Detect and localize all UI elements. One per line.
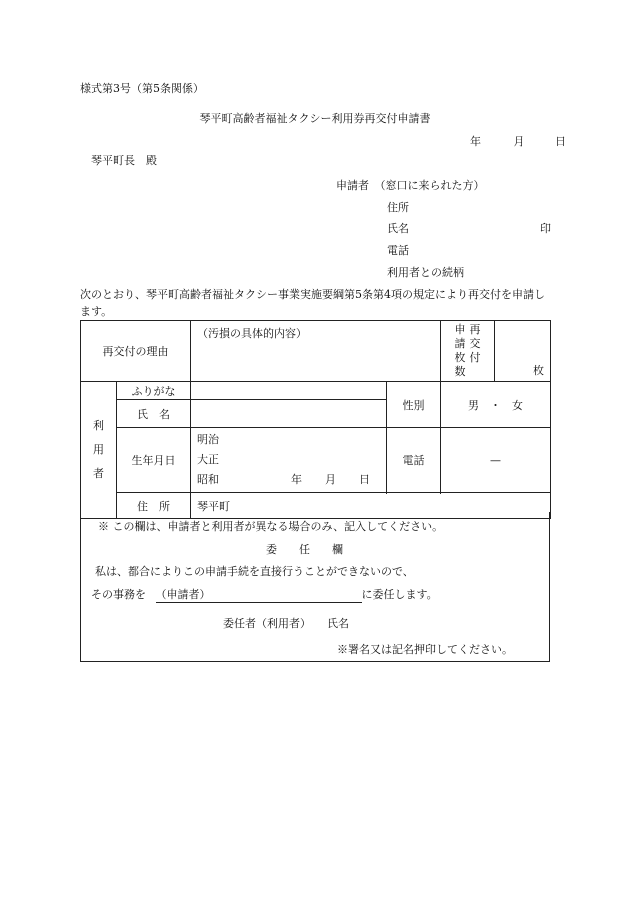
user-phone-label: 電話	[387, 428, 441, 493]
applicant-name-label: 氏名	[387, 222, 409, 235]
applicant-phone-label: 電話	[387, 244, 409, 257]
addressee: 琴平町長 殿	[91, 154, 157, 167]
applicant-relation-label: 利用者との続柄	[387, 266, 464, 279]
era-showa: 昭和	[197, 473, 219, 486]
user-label-3: 者	[93, 467, 104, 480]
birth-day: 日	[359, 473, 370, 486]
proxy-line2	[91, 586, 438, 603]
furigana-input[interactable]	[191, 382, 387, 400]
proxy-note: ※ この欄は、申請者と利用者が異なる場合のみ、記入してください。	[98, 520, 444, 533]
delegator-label: 委任者（利用者）	[223, 617, 311, 630]
proxy-line2-prefix: その事務を	[91, 588, 146, 601]
furigana-label: ふりがな	[117, 382, 191, 400]
birth-year: 年	[291, 473, 302, 486]
applicant-address-label: 住所	[387, 201, 409, 214]
birth-input[interactable]	[191, 428, 387, 493]
user-label-2: 用	[93, 443, 104, 456]
form-id: 様式第3号（第5条関係）	[80, 82, 204, 95]
user-name-label: 氏 名	[117, 400, 191, 428]
application-table	[80, 320, 551, 519]
era-meiji: 明治	[197, 433, 219, 446]
gender-label: 性別	[387, 382, 441, 428]
count-label-col2: 再交付	[469, 323, 481, 364]
user-phone-input[interactable]	[441, 428, 551, 493]
seal-mark: 印	[540, 222, 551, 235]
user-name-input[interactable]	[191, 400, 387, 428]
birth-date-row	[197, 470, 380, 490]
reason-hint: （汚損の具体的内容）	[197, 327, 307, 340]
intro-text: 次のとおり、琴平町高齢者福祉タクシー事業実施要綱第5条第4項の規定により再交付を申請します。	[80, 288, 545, 318]
date-day: 日	[555, 135, 566, 148]
phone-dash: —	[490, 453, 501, 467]
era-taisho: 大正	[197, 453, 219, 466]
date-row	[470, 133, 566, 149]
proxy-section	[80, 512, 550, 662]
date-year: 年	[470, 135, 481, 148]
proxy-footnote: ※署名又は記名押印してください。	[337, 643, 513, 656]
delegate-input[interactable]	[156, 586, 362, 603]
birth-month: 月	[325, 473, 336, 486]
applicant-label: 申請者 （窓口に来られた方）	[336, 179, 485, 192]
date-month: 月	[513, 135, 525, 148]
gender-options[interactable]: 男 ・ 女	[441, 382, 551, 428]
user-label-1: 利	[93, 419, 104, 432]
delegator-name-label: 氏名	[327, 617, 349, 630]
count-label-col1: 申請枚数	[454, 323, 466, 378]
user-label	[81, 382, 117, 519]
count-unit: 枚	[533, 364, 544, 377]
count-input[interactable]	[495, 321, 551, 382]
delegate-hint: （申請者）	[155, 588, 211, 601]
user-address-value: 琴平町	[197, 499, 230, 513]
user-address-label: 住 所	[117, 493, 191, 519]
reason-label: 再交付の理由	[81, 321, 191, 382]
proxy-line1: 私は、都合によりこの申請手続を直接行うことができないので、	[95, 565, 414, 578]
proxy-title: 委 任 欄	[266, 543, 343, 556]
page-title: 琴平町高齢者福祉タクシー利用券再交付申請書	[199, 112, 431, 125]
proxy-line2-suffix: に委任します。	[361, 588, 438, 601]
reason-input[interactable]	[191, 321, 441, 382]
count-label	[441, 321, 495, 382]
birth-label: 生年月日	[117, 428, 191, 493]
